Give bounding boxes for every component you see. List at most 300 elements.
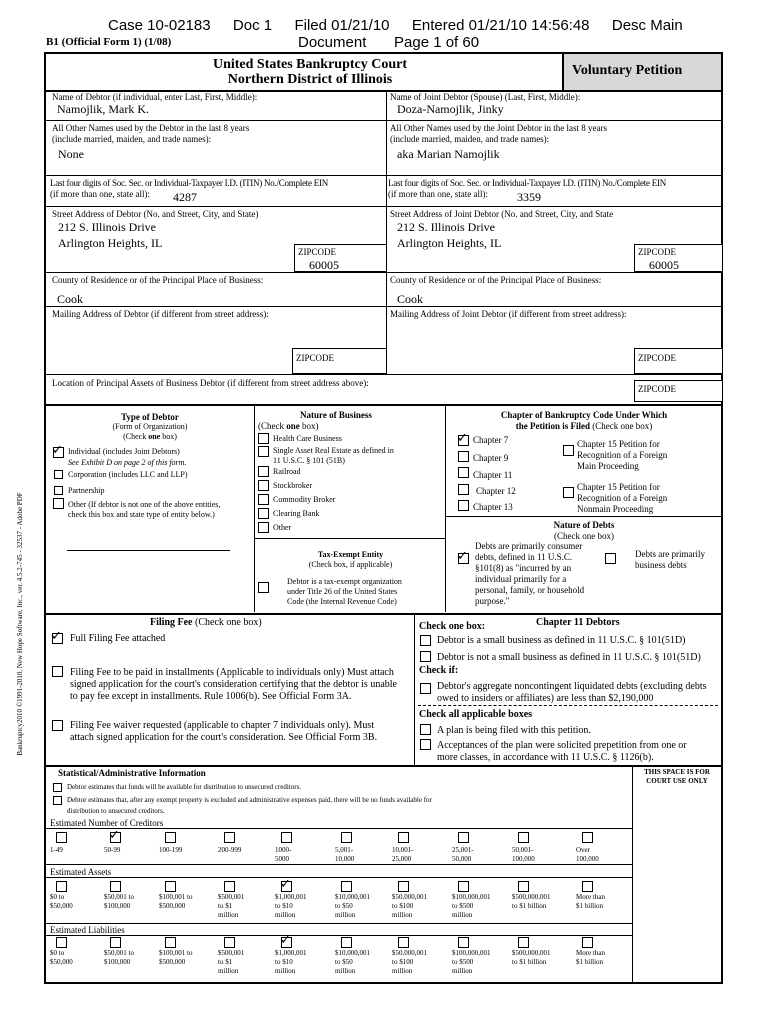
- liabilities-label: [275, 949, 307, 976]
- joint-street-2: Arlington Heights, IL: [397, 236, 502, 250]
- chapter-11-label: Chapter 11: [473, 470, 513, 480]
- assets-label-line: million: [392, 911, 413, 919]
- joint-zip-label: ZIPCODE: [638, 247, 676, 257]
- tax-exempt-line-1: Debtor is a tax-exempt organization: [287, 577, 402, 586]
- assets-label: [335, 893, 370, 920]
- small-business-checkbox[interactable]: [420, 635, 431, 646]
- debtor-other-names-label: [52, 123, 249, 145]
- creditors-label-line: 1-49: [50, 846, 63, 854]
- doc-number: Doc 1: [232, 17, 273, 34]
- liabilities-label-line: $500,001: [218, 949, 245, 957]
- assets-label-line: million: [275, 911, 296, 919]
- creditors-label-line: 10,000: [335, 855, 355, 863]
- liabilities-label: [392, 949, 427, 976]
- court-title: [160, 57, 460, 87]
- assets-label-line: million: [335, 911, 356, 919]
- joint-other-names-label-2: (include married, maiden, and trade names):: [390, 134, 550, 144]
- assets-label-line: $50,001 to: [104, 893, 134, 901]
- creditors-label-line: 25,000: [392, 855, 412, 863]
- creditors-checkbox[interactable]: [341, 832, 352, 843]
- court-name: United States Bankruptcy Court: [212, 57, 408, 72]
- creditors-checkbox[interactable]: [518, 832, 529, 843]
- liabilities-label-line: $50,000,001: [392, 949, 427, 957]
- waiver-label: [70, 720, 377, 744]
- assets-checkbox[interactable]: [341, 881, 352, 892]
- assets-label-line: $500,000,001: [512, 893, 551, 901]
- creditors-label: [392, 846, 414, 864]
- plan-filed-checkbox[interactable]: [420, 724, 431, 735]
- liabilities-label-line: to $1 billion: [512, 958, 547, 966]
- assets-label: [159, 893, 192, 911]
- consumer-4: individual primarily for a: [475, 574, 567, 584]
- assets-label-line: to $1 billion: [512, 902, 547, 910]
- assets-check-icon: ✓: [280, 877, 291, 892]
- chapter-title-2a: the Petition is Filed: [515, 421, 590, 431]
- assets-label-line: $1,000,001: [275, 893, 307, 901]
- other-entity-label-1: Other (If debtor is not one of the above entities,: [68, 500, 221, 509]
- tax-exempt-sub: (Check box, if applicable): [308, 560, 393, 569]
- liabilities-label-line: More than: [576, 949, 605, 957]
- railroad-label: Railroad: [273, 467, 301, 476]
- assets-label: [512, 893, 551, 911]
- acceptances-label: [437, 740, 687, 764]
- type-of-debtor-sub2: [50, 432, 250, 442]
- debtor-name: Namojlik, Mark K.: [57, 102, 149, 116]
- type-of-debtor-title: Type of Debtor: [121, 412, 179, 422]
- debtor-mailing-zip-label: ZIPCODE: [296, 353, 334, 363]
- chapter-9-label: Chapter 9: [473, 453, 509, 463]
- type-sub2-b: one: [148, 432, 161, 441]
- assets-label-line: $50,000,001: [392, 893, 427, 901]
- liabilities-checkbox[interactable]: [341, 937, 352, 948]
- debtor-name-label: Name of Debtor (if individual, enter Last, First, Middle):: [52, 92, 258, 102]
- liabilities-label-line: $1 billion: [576, 958, 604, 966]
- liabilities-label-line: $0 to: [50, 949, 65, 957]
- agg-1: Debtor's aggregate noncontingent liquidated debts (excluding debts: [437, 681, 707, 692]
- small-business-label: Debtor is a small business as defined in 11 U.S.C. § 101(51D): [437, 635, 686, 646]
- nature-debts-sub: (Check one box): [554, 531, 614, 541]
- voluntary-petition-box: [562, 54, 721, 90]
- health-care-label: Health Care Business: [273, 434, 342, 443]
- assets-label-line: $0 to: [50, 893, 65, 901]
- aggregate-debts-checkbox[interactable]: [420, 683, 431, 694]
- no-funds-label-2: distribution to unsecured creditors.: [67, 807, 165, 815]
- debtor-ssn-label-2: (if more than one, state all):: [50, 189, 150, 199]
- entered-date: Entered 01/21/10 14:56:48: [411, 17, 590, 34]
- ch15a-1: Chapter 15 Petition for: [577, 439, 660, 449]
- accept-2: more classes, in accordance with 11 U.S.C. § 1126(b).: [437, 752, 654, 763]
- installments-label: [70, 667, 397, 703]
- joint-ssn-label-2: (if more than one, state all):: [388, 189, 488, 199]
- chapter-12-checkbox[interactable]: [458, 484, 469, 495]
- joint-mailing-label: Mailing Address of Joint Debtor (if different from street address):: [390, 309, 627, 319]
- assets-label-line: to $500: [452, 902, 474, 910]
- accept-1: Acceptances of the plan were solicited prepetition from one or: [437, 740, 687, 751]
- debtor-zip-label: ZIPCODE: [298, 247, 336, 257]
- creditors-label-line: 5,001-: [335, 846, 354, 854]
- chapter-15-nonmain-label: [577, 482, 667, 515]
- assets-checkbox[interactable]: [56, 881, 67, 892]
- assets-label: [218, 893, 244, 920]
- liabilities-label-line: to $10: [275, 958, 293, 966]
- inst-1: Filing Fee to be paid in installments (Applicable to individuals only) Must attach: [70, 667, 394, 678]
- court-use-1: THIS SPACE IS FOR: [644, 768, 710, 776]
- assets-label-line: More than: [576, 893, 605, 901]
- business-1: Debts are primarily: [635, 549, 705, 559]
- individual-check-icon: ✓: [52, 443, 63, 458]
- type-sub2-c: box): [160, 432, 177, 441]
- liabilities-label-line: to $100: [392, 958, 414, 966]
- other-entity-label-2: check this box and state type of entity below.): [68, 510, 215, 519]
- creditors-label: [512, 846, 535, 864]
- liabilities-label-line: to $500: [452, 958, 474, 966]
- chapter-7-label: Chapter 7: [473, 435, 509, 445]
- consumer-5: personal, family, or household: [475, 585, 585, 595]
- creditors-label: [335, 846, 354, 864]
- plan-filed-label: A plan is being filed with this petition.: [437, 725, 591, 736]
- assets-label: Estimated Assets: [50, 867, 112, 877]
- consumer-3: §101(8) as "incurred by an: [475, 563, 572, 573]
- debtor-county: Cook: [57, 292, 84, 306]
- agg-2: owed to insiders or affiliates) are less than $2,190,000: [437, 693, 654, 704]
- waiver-1: Filing Fee waiver requested (applicable to chapter 7 individuals only). Must: [70, 720, 375, 731]
- joint-name-label: Name of Joint Debtor (Spouse) (Last, First, Middle):: [390, 92, 581, 102]
- debtor-other-names-label-1: All Other Names used by the Debtor in the last 8 years: [52, 123, 250, 133]
- debtor-zip: 60005: [309, 258, 339, 272]
- liabilities-label: [218, 949, 244, 976]
- voluntary-petition-label: Voluntary Petition: [572, 63, 683, 78]
- nb-sub-b: one: [286, 421, 300, 431]
- assets-label-line: million: [218, 911, 239, 919]
- liabilities-label: [512, 949, 551, 967]
- creditors-label-line: 10,001-: [392, 846, 414, 854]
- liabilities-checkbox[interactable]: [582, 937, 593, 948]
- joint-other-names-label: [390, 123, 607, 145]
- assets-label-line: to $10: [275, 902, 293, 910]
- individual-note: See Exhibit D on page 2 of this form.: [68, 458, 187, 467]
- funds-available-checkbox[interactable]: [53, 783, 62, 792]
- ch15b-2: Recognition of a Foreign: [577, 493, 668, 503]
- liabilities-checkbox[interactable]: [165, 937, 176, 948]
- creditors-label-line: 50,000: [452, 855, 472, 863]
- joint-zip-box: [634, 244, 723, 272]
- assets-label: [104, 893, 134, 911]
- assets-label-line: $100,000: [104, 902, 131, 910]
- installments-checkbox[interactable]: [52, 666, 63, 677]
- creditors-checkbox[interactable]: [458, 832, 469, 843]
- assets-label-line: million: [452, 911, 473, 919]
- assets-label: [392, 893, 427, 920]
- liabilities-label-line: million: [275, 967, 296, 975]
- consumer-1: Debts are primarily consumer: [475, 541, 583, 551]
- single-asset-label-2: 11 U.S.C. § 101 (51B): [273, 456, 345, 465]
- assets-label-line: $100,001 to: [159, 893, 193, 901]
- aggregate-debts-label: [437, 681, 707, 705]
- joint-street-label: Street Address of Joint Debtor (No. and Street, City, and State: [390, 209, 614, 219]
- joint-county-label: County of Residence or of the Principal Place of Business:: [390, 275, 602, 285]
- nature-debts-title: Nature of Debts: [553, 520, 615, 530]
- liabilities-label: [50, 949, 73, 967]
- partnership-checkbox[interactable]: [54, 486, 63, 495]
- assets-label-line: to $1: [218, 902, 233, 910]
- ch15a-3: Main Proceeding: [577, 461, 639, 471]
- creditors-label: [104, 846, 120, 855]
- chapter-title-2: [448, 421, 720, 432]
- debtor-ssn-label: [50, 178, 384, 200]
- tax-exempt-line-2: under Title 26 of the United States: [287, 587, 398, 596]
- consumer-debts-check-icon: ✓: [457, 549, 468, 564]
- creditors-label: [576, 846, 599, 864]
- no-funds-label-1: Debtor estimates that, after any exempt property is excluded and administrative expenses paid, there will be no funds available for: [67, 796, 432, 804]
- creditors-label: [452, 846, 474, 864]
- liabilities-label-line: million: [452, 967, 473, 975]
- creditors-checkbox[interactable]: [398, 832, 409, 843]
- commodity-broker-checkbox[interactable]: [258, 494, 269, 505]
- liabilities-label: [159, 949, 192, 967]
- funds-available-label: Debtor estimates that funds will be available for distribution to unsecured creditors.: [67, 783, 302, 791]
- ch15b-3: Nonmain Proceeding: [577, 504, 654, 514]
- joint-other-names-label-1: All Other Names used by the Joint Debtor in the last 8 years: [390, 123, 607, 133]
- joint-zip: 60005: [649, 258, 679, 272]
- assets-label: [452, 893, 491, 920]
- location-zip-box: [634, 380, 723, 402]
- filed-date: Filed 01/21/10: [294, 17, 390, 34]
- assets-checkbox[interactable]: [224, 881, 235, 892]
- consumer-debts-label: [475, 541, 584, 607]
- filing-fee-title: [150, 617, 262, 629]
- creditors-checkbox[interactable]: [281, 832, 292, 843]
- liabilities-label-line: $500,000: [159, 958, 186, 966]
- chapter-title-2b: (Check one box): [590, 421, 653, 431]
- debtor-mailing-zip-box: [292, 348, 387, 374]
- other-business-label: Other: [273, 523, 292, 532]
- assets-label-line: to $100: [392, 902, 414, 910]
- liabilities-label-line: $50,000: [50, 958, 73, 966]
- joint-mailing-zip-label: ZIPCODE: [638, 353, 676, 363]
- stockbroker-label: Stockbroker: [273, 481, 313, 490]
- court-use-2: COURT USE ONLY: [646, 777, 708, 785]
- chapter-13-label: Chapter 13: [473, 502, 513, 512]
- assets-checkbox[interactable]: [582, 881, 593, 892]
- assets-label-line: to $50: [335, 902, 353, 910]
- assets-checkbox[interactable]: [110, 881, 121, 892]
- stockbroker-checkbox[interactable]: [258, 480, 269, 491]
- creditors-checkbox[interactable]: [582, 832, 593, 843]
- liabilities-checkbox[interactable]: [518, 937, 529, 948]
- single-asset-label-1: Single Asset Real Estate as defined in: [273, 446, 394, 455]
- liabilities-checkbox[interactable]: [110, 937, 121, 948]
- type-of-debtor-sub1: (Form of Organization): [112, 422, 188, 431]
- liabilities-label-line: $100,000,001: [452, 949, 491, 957]
- debtor-street-label: Street Address of Debtor (No. and Street, City, and State): [52, 209, 259, 219]
- assets-checkbox[interactable]: [165, 881, 176, 892]
- check-all-label: Check all applicable boxes: [419, 709, 533, 720]
- type-sub2-a: (Check: [123, 432, 149, 441]
- assets-label: [275, 893, 307, 920]
- location-label: Location of Principal Assets of Business Debtor (if different from street address above):: [52, 378, 369, 388]
- single-asset-checkbox[interactable]: [258, 446, 269, 457]
- tax-exempt-line-3: Code (the Internal Revenue Code): [287, 597, 397, 606]
- liabilities-label: [452, 949, 491, 976]
- creditors-label: [159, 846, 182, 855]
- assets-checkbox[interactable]: [458, 881, 469, 892]
- check-one-box-label: Check one box:: [419, 621, 486, 632]
- liabilities-label-line: $100,000: [104, 958, 131, 966]
- inst-2: signed application for the court's consideration certifying that the debtor is unable: [70, 679, 397, 690]
- creditors-label-line: 100-199: [159, 846, 183, 854]
- chapter-13-checkbox[interactable]: [458, 500, 469, 511]
- nature-business-title: Nature of Business: [300, 410, 372, 420]
- liabilities-checkbox[interactable]: [224, 937, 235, 948]
- not-small-business-checkbox[interactable]: [420, 651, 431, 662]
- commodity-broker-label: Commodity Broker: [273, 495, 336, 504]
- document-label: Document: [298, 34, 367, 51]
- liabilities-checkbox[interactable]: [398, 937, 409, 948]
- liabilities-label-line: $10,000,001: [335, 949, 370, 957]
- form-id: B1 (Official Form 1) (1/08): [46, 36, 172, 48]
- assets-checkbox[interactable]: [398, 881, 409, 892]
- full-fee-check-icon: ✓: [51, 629, 62, 644]
- nb-sub-c: box): [299, 421, 319, 431]
- assets-label-line: $500,000: [159, 902, 186, 910]
- assets-checkbox[interactable]: [518, 881, 529, 892]
- check-if-label: Check if:: [419, 665, 459, 676]
- joint-street-1: 212 S. Illinois Drive: [397, 220, 495, 234]
- joint-county: Cook: [397, 292, 424, 306]
- creditors-label: [218, 846, 241, 855]
- nature-business-sub: [258, 421, 319, 432]
- chapter-11-debtors-title: Chapter 11 Debtors: [536, 617, 620, 628]
- health-care-checkbox[interactable]: [258, 433, 269, 444]
- chapter-title-1: Chapter of Bankruptcy Code Under Which: [500, 410, 668, 420]
- assets-label-line: $500,001: [218, 893, 245, 901]
- creditors-label-line: 25,001-: [452, 846, 474, 854]
- page-number: Page 1 of 60: [394, 34, 480, 51]
- creditors-checkbox[interactable]: [56, 832, 67, 843]
- other-business-checkbox[interactable]: [258, 522, 269, 533]
- liabilities-checkbox[interactable]: [56, 937, 67, 948]
- debtor-other-names: None: [58, 147, 84, 161]
- chapter-11-checkbox[interactable]: [458, 467, 469, 478]
- creditors-checkbox[interactable]: [224, 832, 235, 843]
- liabilities-label-line: million: [335, 967, 356, 975]
- debtor-ssn-label-1: Last four digits of Soc. Sec. or Individual-Taxpayer I.D. (ITIN) No./Complete EIN: [50, 178, 329, 188]
- ch15b-1: Chapter 15 Petition for: [577, 482, 660, 492]
- liabilities-check-icon: ✓: [280, 933, 291, 948]
- location-zip-label: ZIPCODE: [638, 384, 676, 394]
- creditors-label-line: 5000: [275, 855, 289, 863]
- liabilities-checkbox[interactable]: [458, 937, 469, 948]
- other-entity-checkbox[interactable]: [53, 498, 64, 509]
- joint-name: Doza-Namojlik, Jinky: [397, 102, 504, 116]
- liabilities-label: [576, 949, 605, 967]
- joint-mailing-zip-box: [634, 348, 723, 374]
- debtor-street-2: Arlington Heights, IL: [58, 236, 163, 250]
- case-number: Case 10-02183: [108, 17, 211, 34]
- liabilities-label-line: to $1: [218, 958, 233, 966]
- business-debts-checkbox[interactable]: [605, 553, 616, 564]
- liabilities-label-line: to $50: [335, 958, 353, 966]
- clearing-bank-checkbox[interactable]: [258, 508, 269, 519]
- assets-label-line: $50,000: [50, 902, 73, 910]
- court-district: Northern District of Illinois: [227, 72, 393, 87]
- filing-fee-title-b: (Check one box): [192, 617, 262, 628]
- business-debts-label: [635, 549, 705, 571]
- court-use-only: [634, 768, 720, 786]
- corporation-checkbox[interactable]: [54, 470, 63, 479]
- clearing-bank-label: Clearing Bank: [273, 509, 320, 518]
- joint-ssn: 3359: [517, 190, 541, 204]
- partnership-label: Partnership: [68, 486, 105, 495]
- debtor-county-label: County of Residence or of the Principal Place of Business:: [52, 275, 264, 285]
- liabilities-label: Estimated Liabilities: [50, 925, 125, 935]
- assets-label: [576, 893, 605, 911]
- creditors-label-line: 1000-: [275, 846, 292, 854]
- assets-label: [50, 893, 73, 911]
- not-small-business-label: Debtor is not a small business as defined in 11 U.S.C. § 101(51D): [437, 652, 701, 663]
- liabilities-label-line: $100,001 to: [159, 949, 193, 957]
- railroad-checkbox[interactable]: [258, 466, 269, 477]
- creditors-label-line: Over: [576, 846, 590, 854]
- liabilities-label: [335, 949, 370, 976]
- creditors-label-line: 50,001-: [512, 846, 534, 854]
- creditors-label: [275, 846, 291, 864]
- liabilities-label-line: million: [392, 967, 413, 975]
- creditors-label-line: 200-999: [218, 846, 242, 854]
- dashed-divider: [418, 705, 718, 706]
- debtor-mailing-label: Mailing Address of Debtor (if different from street address):: [52, 309, 269, 319]
- liabilities-label-line: $50,001 to: [104, 949, 134, 957]
- debtor-ssn: 4287: [173, 190, 197, 204]
- waiver-2: attach signed application for the court's consideration. See Official Form 3B.: [70, 732, 378, 743]
- liabilities-label-line: $1,000,001: [275, 949, 307, 957]
- individual-label: Individual (includes Joint Debtors): [68, 447, 180, 456]
- creditors-label: Estimated Number of Creditors: [50, 818, 164, 828]
- business-2: business debts: [635, 560, 687, 570]
- full-fee-label: Full Filing Fee attached: [70, 633, 166, 644]
- acceptances-checkbox[interactable]: [420, 739, 431, 750]
- waiver-checkbox[interactable]: [52, 720, 63, 731]
- chapter-12-label: Chapter 12: [476, 486, 516, 496]
- corporation-label: Corporation (includes LLC and LLP): [68, 470, 188, 479]
- joint-other-names: aka Marian Namojlik: [397, 147, 500, 161]
- creditors-label: [50, 846, 63, 855]
- case-header-line: [108, 17, 683, 34]
- assets-label-line: $100,000,001: [452, 893, 491, 901]
- filing-fee-title-a: Filing Fee: [150, 617, 193, 628]
- liabilities-label-line: $500,000,001: [512, 949, 551, 957]
- tax-exempt-title: Tax-Exempt Entity: [317, 550, 384, 559]
- creditors-label-line: 50-99: [104, 846, 121, 854]
- liabilities-label: [104, 949, 134, 967]
- chapter-9-checkbox[interactable]: [458, 451, 469, 462]
- chapter-7-check-icon: ✓: [457, 431, 468, 446]
- debtor-other-names-label-2: (include married, maiden, and trade names):: [52, 134, 212, 144]
- creditors-check-icon: ✓: [109, 828, 120, 843]
- tax-exempt-checkbox[interactable]: [258, 582, 269, 593]
- liabilities-label-line: million: [218, 967, 239, 975]
- no-funds-checkbox[interactable]: [53, 796, 62, 805]
- chapter-15-main-checkbox[interactable]: [563, 445, 574, 456]
- creditors-checkbox[interactable]: [165, 832, 176, 843]
- joint-ssn-label-1: Last four digits of Soc. Sec. or Individual-Taxpayer I.D. (ITIN) No./Complete EIN: [388, 178, 667, 188]
- consumer-2: debts, defined in 11 U.S.C.: [475, 552, 573, 562]
- chapter-15-main-label: [577, 439, 667, 472]
- chapter-15-nonmain-checkbox[interactable]: [563, 487, 574, 498]
- nb-sub-a: (Check: [258, 421, 287, 431]
- desc-main: Desc Main: [611, 17, 683, 34]
- side-software-text: Bankruptcy2010 ©1991-2010, New Hope Software, Inc., ver. 4.5.2-745 - 32537 - Adobe PDF: [16, 492, 24, 756]
